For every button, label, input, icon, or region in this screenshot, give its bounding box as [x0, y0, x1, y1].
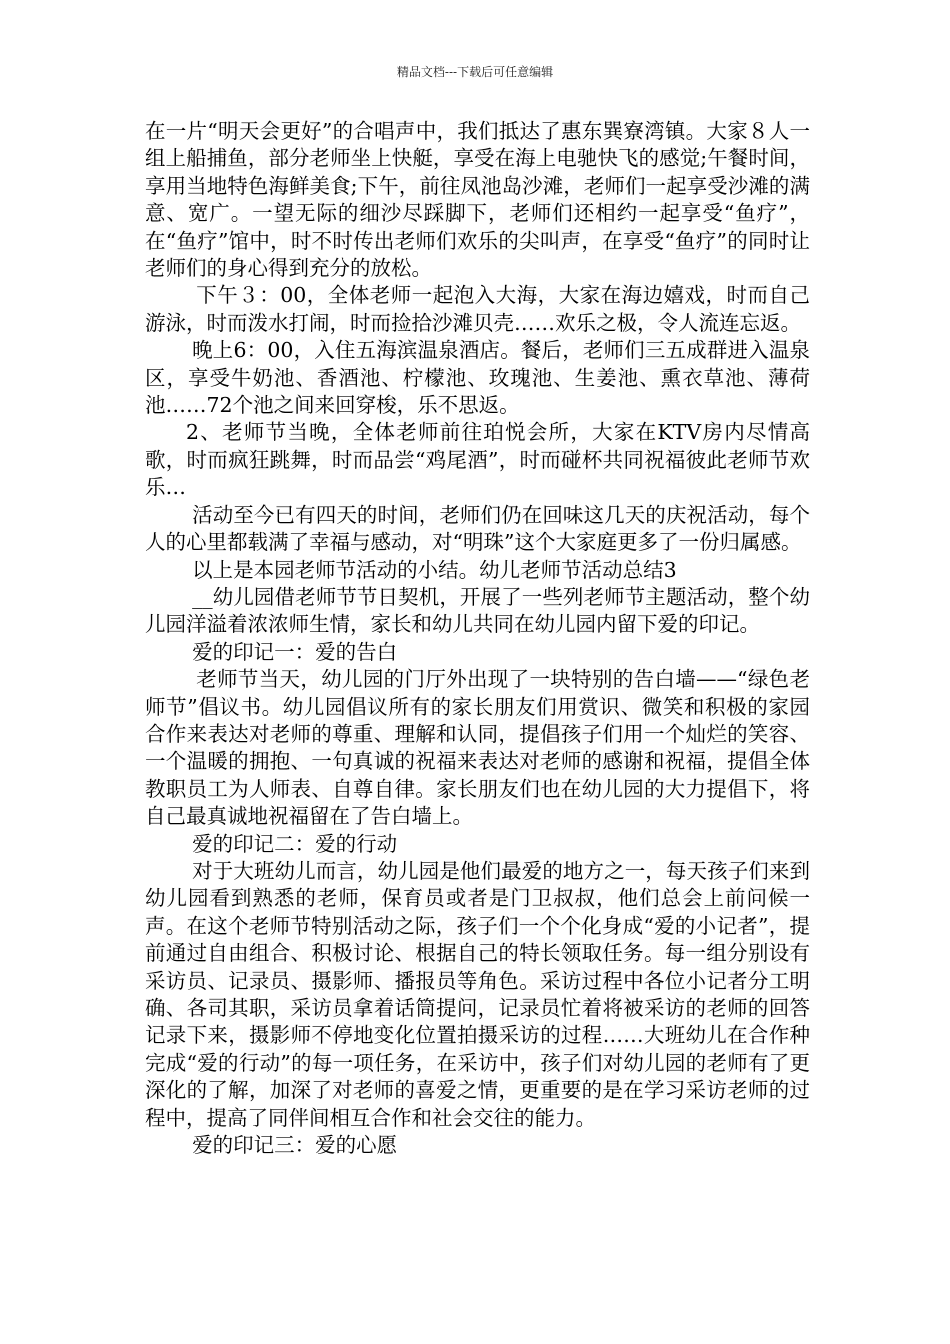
paragraph: 活动至今已有四天的时间，老师们仍在回味这几天的庆祝活动，每个人的心里都载满了幸福与感动，对“明珠”这个大家庭更多了一份归属感。: [145, 502, 810, 555]
paragraph: 在一片“明天会更好”的合唱声中，我们抵达了惠东巽寮湾镇。大家８人一组上船捕鱼，部分老师坐上快艇，享受在海上电驰快飞的感觉;午餐时间，享用当地特色海鲜美食;下午，前往凤池岛沙滩，老师们一起享受沙滩的满意、宽广。一望无际的细沙尽踩脚下，老师们还相约一起享受“鱼疗”，在“鱼疗”馆中，时不时传出老师们欢乐的尖叫声，在享受“鱼疗”的同时让老师们的身心得到充分的放松。: [145, 119, 810, 281]
document-body: [145, 118, 810, 1159]
paragraph: 下午３：00，全体老师一起泡入大海，大家在海边嬉戏，时而自己游泳，时而泼水打闹，时而捡拾沙滩贝壳……欢乐之极，令人流连忘返。: [145, 283, 810, 335]
section-heading: 爱的印记三：爱的心愿: [192, 1133, 398, 1158]
paragraph: 老师节当天，幼儿园的门厅外出现了一块特别的告白墙——“绿色老师节”倡议书。幼儿园倡议所有的家长朋友们用赏识、微笑和积极的家园合作来表达对老师的尊重、理解和认同，提倡孩子们用一个灿烂的笑容、一个温暖的拥抱、一句真诚的祝福来表达对老师的感谢和祝福，提倡全体教职员工为人师表、自尊自律。家长朋友们也在幼儿园的大力提倡下，将自己最真诚地祝福留在了告白墙上。: [145, 667, 810, 829]
section-heading: 爱的印记二：爱的行动: [192, 831, 398, 856]
paragraph: 晚上6：00，入住五海滨温泉酒店。餐后，老师们三五成群进入温泉区，享受牛奶池、香酒池、柠檬池、玫瑰池、生姜池、熏衣草池、薄荷池……72个池之间来回穿梭，乐不思返。: [145, 338, 810, 418]
section-heading: 爱的印记一：爱的告白: [192, 639, 398, 664]
paragraph: 2、老师节当晚，全体老师前往珀悦会所，大家在KTV房内尽情高歌，时而疯狂跳舞，时而品尝“鸡尾酒”，时而碰杯共同祝福彼此老师节欢乐…: [145, 420, 810, 500]
paragraph: __幼儿园借老师节节日契机，开展了一些列老师节主题活动，整个幼儿园洋溢着浓浓师生情，家长和幼儿共同在幼儿园内留下爱的印记。: [145, 584, 810, 637]
page-header: 精品文档---下载后可任意编辑: [396, 65, 554, 79]
paragraph: 对于大班幼儿而言，幼儿园是他们最爱的地方之一，每天孩子们来到幼儿园看到熟悉的老师，保育员或者是门卫叔叔，他们总会上前问候一声。在这个老师节特别活动之际，孩子们一个个化身成“爱的小记者”，提前通过自由组合、积极讨论、根据自己的特长领取任务。每一组分别设有采访员、记录员、摄影师、播报员等角色。采访过程中各位小记者分工明确、各司其职，采访员拿着话筒提问，记录员忙着将被采访的老师的回答记录下来，摄影师不停地变化位置拍摄采访的过程……大班幼儿在合作种完成“爱的行动”的每一项任务，在采访中，孩子们对幼儿园的老师有了更深化的了解，加深了对老师的喜爱之情，更重要的是在学习采访老师的过程中，提高了同伴间相互合作和社会交往的能力。: [145, 858, 810, 1130]
paragraph: 以上是本园老师节活动的小结。幼儿老师节活动总结3: [192, 557, 677, 582]
